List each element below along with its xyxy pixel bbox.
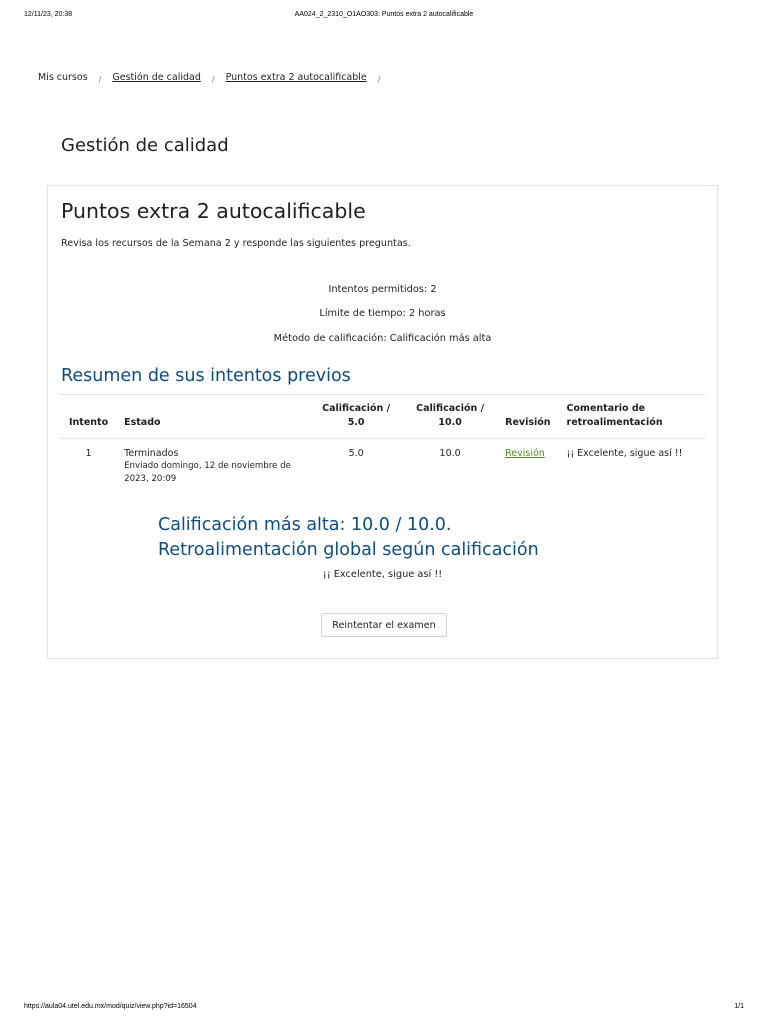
table-header-row bbox=[61, 395, 705, 439]
breadcrumb-separator: / bbox=[377, 75, 381, 84]
quiz-intro: Revisa los recursos de la Semana 2 y responde las siguientes preguntas. bbox=[61, 238, 411, 249]
table-row bbox=[61, 439, 705, 495]
header-grade-line1: Calificación / bbox=[416, 403, 485, 414]
breadcrumb-separator: / bbox=[98, 75, 102, 84]
breadcrumb bbox=[38, 72, 391, 83]
time-limit: Límite de tiempo: 2 horas bbox=[319, 308, 446, 319]
header-feedback-line1: Comentario de bbox=[566, 403, 646, 414]
course-title: Gestión de calidad bbox=[61, 135, 229, 156]
breadcrumb-quiz[interactable]: Puntos extra 2 autocalificable bbox=[225, 72, 367, 83]
global-feedback-title: Retroalimentación global según calificación bbox=[158, 540, 539, 560]
attempt-marks: 5.0 bbox=[348, 448, 364, 459]
attempt-number: 1 bbox=[85, 448, 92, 459]
attempt-submitted: Enviado domingo, 12 de noviembre de 2023, 20:09 bbox=[124, 461, 291, 484]
breadcrumb-separator: / bbox=[211, 75, 215, 84]
header-review: Revisión bbox=[497, 395, 558, 439]
grading-method: Método de calificación: Calificación más alta bbox=[273, 333, 492, 344]
attempt-review-link[interactable]: Revisión bbox=[505, 448, 545, 459]
breadcrumb-my-courses[interactable]: Mis cursos bbox=[38, 72, 88, 83]
header-marks-line1: Calificación / bbox=[322, 403, 391, 414]
header-feedback-line2: retroalimentación bbox=[566, 417, 663, 428]
highest-grade: Calificación más alta: 10.0 / 10.0. bbox=[158, 515, 452, 535]
header-grade bbox=[403, 395, 497, 439]
attempts-table bbox=[61, 394, 705, 494]
attempt-grade: 10.0 bbox=[439, 448, 461, 459]
retry-quiz-button[interactable]: Reintentar el examen bbox=[321, 613, 447, 637]
print-page-number: 1/1 bbox=[734, 1003, 744, 1010]
header-attempt: Intento bbox=[61, 395, 116, 439]
header-grade-line2: 10.0 bbox=[438, 417, 462, 428]
attempt-review-cell bbox=[497, 439, 558, 495]
print-page-title: AA024_2_2310_O1AO303: Puntos extra 2 autocalificable bbox=[294, 11, 474, 18]
attempts-allowed: Intentos permitidos: 2 bbox=[328, 284, 437, 295]
print-url: https://aula04.utel.edu.mx/mod/quiz/view.php?id=16504 bbox=[24, 1003, 197, 1010]
global-feedback: ¡¡ Excelente, sigue así !! bbox=[322, 569, 443, 580]
print-datetime: 12/11/23, 20:38 bbox=[24, 11, 73, 18]
attempt-feedback: ¡¡ Excelente, sigue así !! bbox=[566, 448, 683, 459]
header-marks bbox=[309, 395, 403, 439]
header-marks-line2: 5.0 bbox=[347, 417, 365, 428]
quiz-title: Puntos extra 2 autocalificable bbox=[61, 199, 366, 223]
summary-title: Resumen de sus intentos previos bbox=[61, 366, 351, 386]
attempt-state-label: Terminados bbox=[124, 448, 179, 459]
attempt-state bbox=[116, 439, 309, 495]
header-state: Estado bbox=[116, 395, 309, 439]
breadcrumb-course[interactable]: Gestión de calidad bbox=[112, 72, 201, 83]
header-feedback bbox=[559, 395, 705, 439]
